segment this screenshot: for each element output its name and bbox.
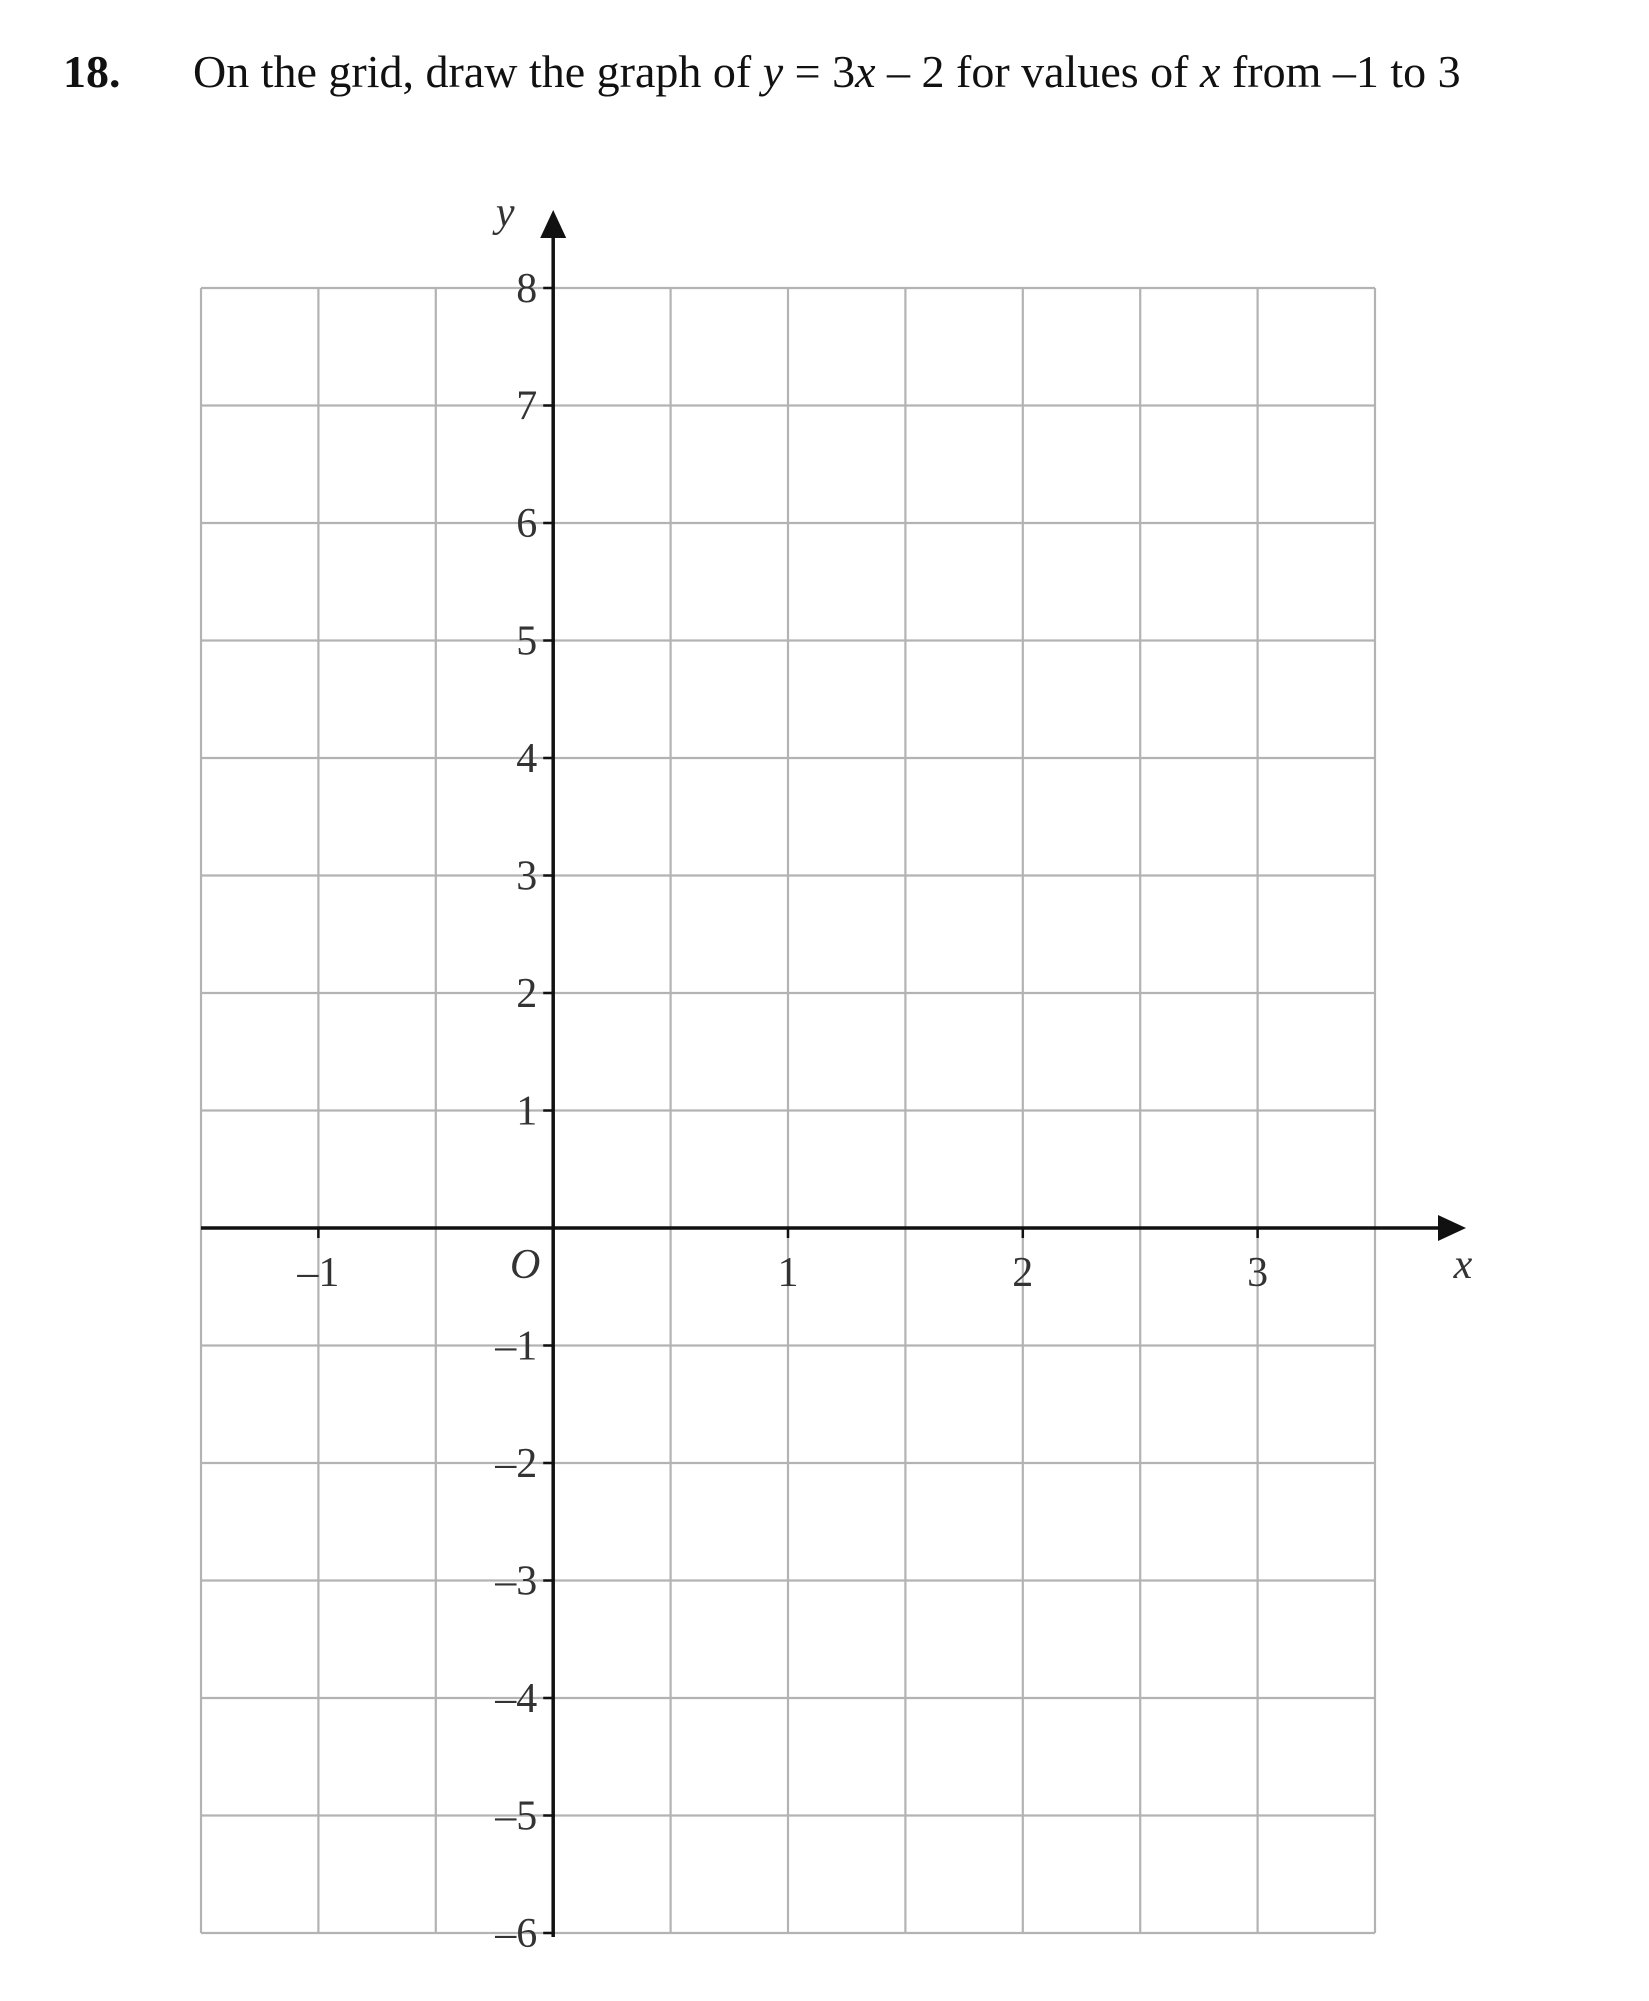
x-tick-label: 3 [1247,1250,1269,1296]
question-number: 18. [63,46,121,97]
y-tick-label: 7 [516,383,538,430]
question-text-suffix: from –1 to 3 [1220,46,1461,97]
y-tick-label: 6 [516,501,538,547]
y-tick-label: –1 [495,1323,538,1370]
y-tick-label: 1 [516,1088,538,1135]
axes [201,210,1466,1937]
y-tick-label: 3 [516,853,538,900]
y-tick-label: 4 [516,736,538,782]
y-axis-arrow-icon [540,210,566,238]
range-x-variable: x [1200,46,1221,97]
y-tick-label: –6 [495,1911,538,1957]
equation-y-variable: y [762,46,784,97]
x-axis-label: x [1453,1242,1473,1288]
y-tick-label: 2 [516,971,538,1017]
x-tick-label: 1 [777,1250,799,1296]
x-tick-label: –1 [297,1250,340,1296]
y-tick-label: 5 [516,618,538,665]
origin-label: O [510,1242,541,1288]
y-tick-label: 8 [516,266,538,312]
x-axis-arrow-icon [1438,1215,1466,1241]
equation-middle: = 3 [783,46,856,97]
grid-lines [201,288,1375,1933]
y-tick-label: –4 [495,1676,538,1722]
x-tick-label: 2 [1012,1250,1034,1296]
equation-x-variable: x [855,46,876,97]
y-tick-label: –2 [495,1441,538,1487]
question-text-prefix: On the grid, draw the graph of [193,46,763,97]
equation-tail: – 2 for values of [875,46,1201,97]
y-tick-label: –5 [495,1793,538,1840]
y-tick-label: –3 [495,1558,538,1605]
y-axis-label: y [495,190,515,236]
